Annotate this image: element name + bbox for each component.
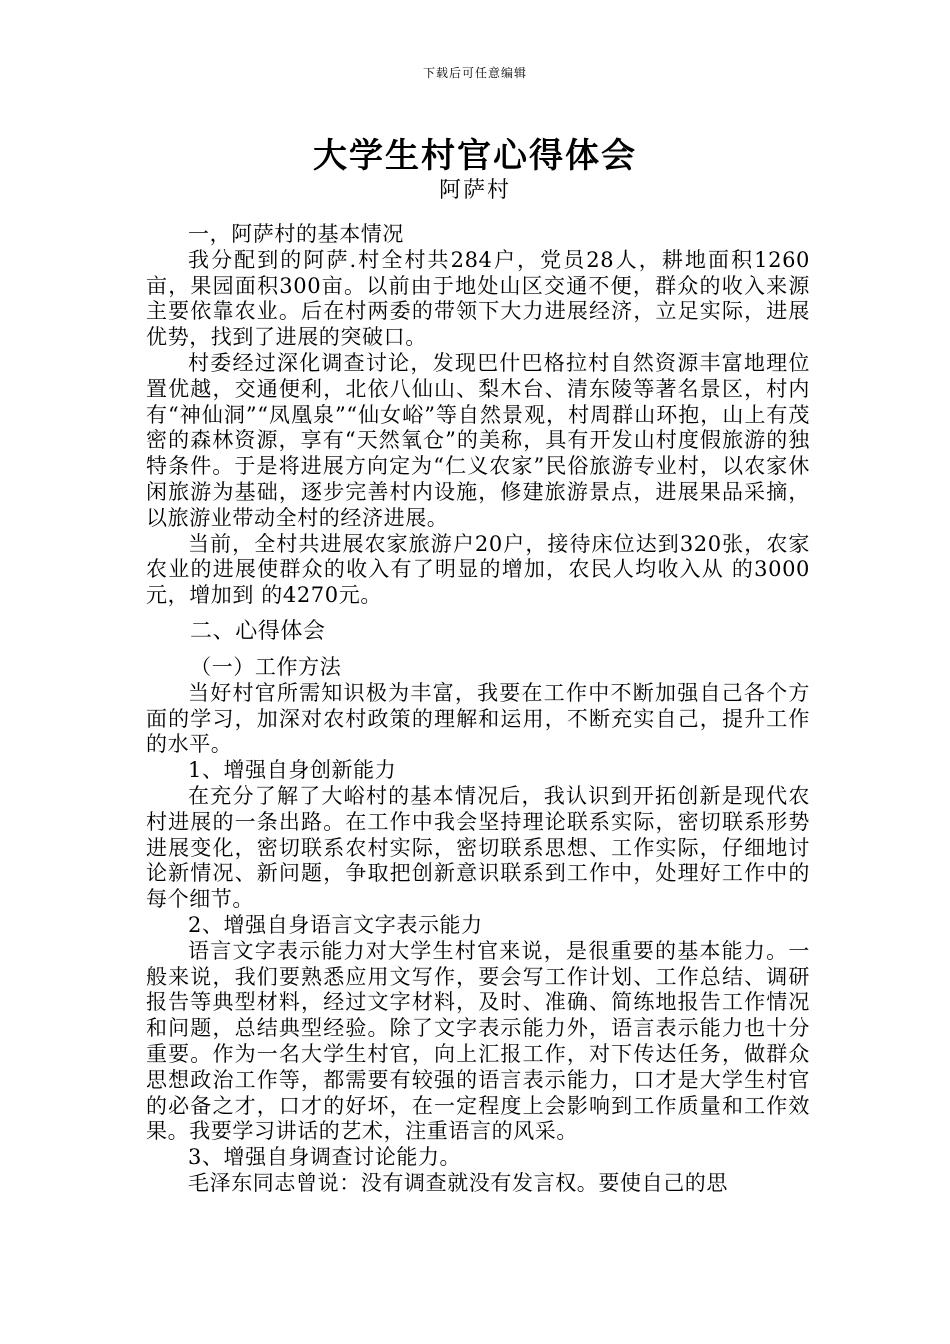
item-heading-innovation: 1、增强自身创新能力 [188,758,397,783]
header-note: 下载后可任意编辑 [422,66,527,80]
section-heading-basic-info: 一，阿萨村的基本情况 [188,222,404,246]
paragraph: 当好村官所需知识极为丰富，我要在工作中不断加强自己各个方面的学习，加深对农村政策的理解和运用，不断充实自己，提升工作的水平。 [146,680,810,757]
item-heading-expression: 2、增强自身语言文字表示能力 [188,912,483,937]
paragraph: 语言文字表示能力对大学生村官来说，是很重要的基本能力。一般来说，我们要熟悉应用文写作，要会写工作计划、工作总结、调研报告等典型材料，经过文字材料，及时、准确、简练地报告工作情况和问题，总结典型经验。除了文字表示能力外，语言表示能力也十分重要。作为一名大学生村官，向上汇报工作，对下传达任务，做群众思想政治工作等，都需要有较强的语言表示能力，口才是大学生村官的必备之才，口才的好坏，在一定程度上会影响到工作质量和工作效果。我要学习讲话的艺术，注重语言的风采。 [146,938,810,1144]
paragraph: 当前，全村共进展农家旅游户20户，接待床位达到320张，农家农业的进展使群众的收入有了明显的增加，农民人均收入从 的3000元，增加到 的4270元。 [146,531,810,608]
section-heading-experience: 二、心得体会 [190,618,326,644]
paragraph: 村委经过深化调查讨论，发现巴什巴格拉村自然资源丰富地理位置优越，交通便利，北依八仙山、梨木台、清东陵等著名景区，村内有“神仙洞”“凤凰泉”“仙女峪”等自然景观，村周群山环抱，山上有茂密的森林资源，享有“天然氧仓”的美称，具有开发山村度假旅游的独特条件。于是将进展方向定为“仁义农家”民俗旅游专业村，以农家休闲旅游为基础，逐步完善村内设施，修建旅游景点，进展果品采摘，以旅游业带动全村的经济进展。 [146,350,810,530]
subsection-heading-work-method: （一）工作方法 [190,654,342,679]
document-title: 大学生村官心得体会 [313,136,637,176]
paragraph: 在充分了解了大峪村的基本情况后，我认识到开拓创新是现代农村进展的一条出路。在工作中我会坚持理论联系实际，密切联系形势进展变化，密切联系农村实际，密切联系思想、工作实际，仔细地讨论新情况、新问题，争取把创新意识联系到工作中，处理好工作中的每个细节。 [146,783,810,912]
paragraph: 毛泽东同志曾说：没有调查就没有发言权。要使自己的思 [188,1170,728,1195]
document-subtitle: 阿萨村 [438,178,511,203]
document-body [146,222,810,1197]
paragraph: 我分配到的阿萨.村全村共284户，党员28人，耕地面积1260亩，果园面积300亩。以前由于地处山区交通不便，群众的收入来源主要依靠农业。后在村两委的带领下大力进展经济，立足实际，进展优势，找到了进展的突破口。 [146,247,810,350]
item-heading-research: 3、增强自身调查讨论能力。 [188,1145,462,1170]
